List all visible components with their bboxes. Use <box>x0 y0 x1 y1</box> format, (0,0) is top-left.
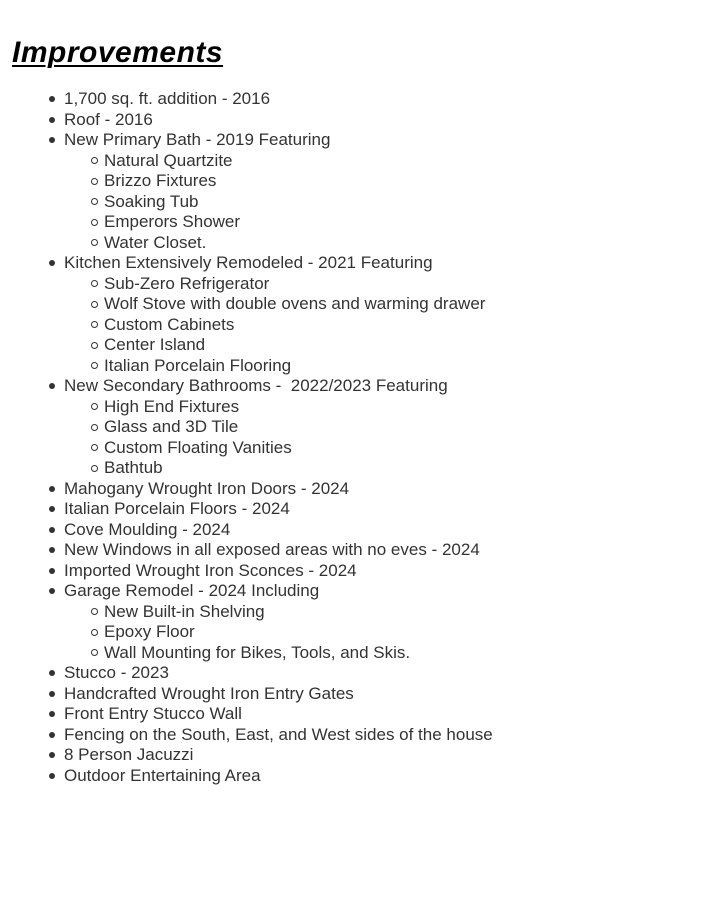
list-item <box>0 581 718 602</box>
sub-list-item <box>0 438 718 459</box>
list-item-text: New Secondary Bathrooms - 2022/2023 Featuring <box>64 376 448 395</box>
sub-list-item <box>0 643 718 664</box>
list-item-text: Roof - 2016 <box>64 109 153 129</box>
circle-bullet-icon <box>91 424 98 431</box>
list-item <box>0 479 718 500</box>
list-item <box>0 540 718 561</box>
list-item-text: Mahogany Wrought Iron Doors - 2024 <box>64 478 350 498</box>
bullet-icon <box>49 137 55 143</box>
sub-list-item-text: Glass and 3D Tile <box>104 417 239 436</box>
improvements-list <box>0 89 718 786</box>
sub-list-item-text: Wall Mounting for Bikes, Tools, and Skis. <box>104 642 411 662</box>
sub-list-item <box>0 294 718 315</box>
sub-list-item <box>0 151 718 172</box>
sub-list-item-text: Emperors Shower <box>104 212 241 231</box>
list-item-text: New Primary Bath - 2019 Featuring <box>64 130 331 149</box>
list-item-text: Garage Remodel - 2024 Including <box>64 581 320 600</box>
list-item <box>0 561 718 582</box>
circle-bullet-icon <box>91 219 98 226</box>
sub-list-item <box>0 335 718 356</box>
sub-list-item-text: Center Island <box>104 335 206 354</box>
circle-bullet-icon <box>91 465 98 472</box>
list-item <box>0 499 718 520</box>
list-item-text: Italian Porcelain Floors - 2024 <box>64 499 290 518</box>
circle-bullet-icon <box>91 301 98 308</box>
list-item <box>0 253 718 274</box>
bullet-icon <box>49 691 55 697</box>
circle-bullet-icon <box>91 629 98 636</box>
circle-bullet-icon <box>91 649 98 656</box>
bullet-icon <box>49 773 55 779</box>
bullet-icon <box>49 547 55 553</box>
bullet-icon <box>49 588 55 594</box>
sub-list-item <box>0 356 718 377</box>
sub-list-item-text: Soaking Tub <box>104 191 199 211</box>
sub-list-item-text: Water Closet. <box>104 232 207 252</box>
sub-list-item <box>0 602 718 623</box>
bullet-icon <box>49 527 55 533</box>
list-item <box>0 684 718 705</box>
sub-list-item-text: Wolf Stove with double ovens and warming drawer <box>104 294 486 313</box>
list-item-text: Imported Wrought Iron Sconces - 2024 <box>64 560 357 580</box>
sub-list-item <box>0 458 718 479</box>
circle-bullet-icon <box>91 403 98 410</box>
bullet-icon <box>49 117 55 123</box>
circle-bullet-icon <box>91 239 98 246</box>
sub-list-item-text: High End Fixtures <box>104 396 240 416</box>
sub-list-item <box>0 274 718 295</box>
sub-list-item-text: Custom Floating Vanities <box>104 437 292 457</box>
list-item <box>0 376 718 397</box>
list-item-text: 1,700 sq. ft. addition - 2016 <box>64 89 271 108</box>
sub-list-item <box>0 622 718 643</box>
circle-bullet-icon <box>91 321 98 328</box>
bullet-icon <box>49 96 55 102</box>
list-item <box>0 745 718 766</box>
bullet-icon <box>49 260 55 266</box>
list-item <box>0 130 718 151</box>
circle-bullet-icon <box>91 198 98 205</box>
list-item-text: New Windows in all exposed areas with no eves - 2024 <box>64 540 480 559</box>
sub-list-item <box>0 212 718 233</box>
sub-list-item-text: New Built-in Shelving <box>104 601 265 621</box>
sub-list-item-text: Brizzo Fixtures <box>104 171 217 190</box>
bullet-icon <box>49 383 55 389</box>
list-item-text: Handcrafted Wrought Iron Entry Gates <box>64 683 354 703</box>
list-item <box>0 520 718 541</box>
bullet-icon <box>49 752 55 758</box>
sub-list-item <box>0 417 718 438</box>
circle-bullet-icon <box>91 280 98 287</box>
sub-list-item <box>0 315 718 336</box>
list-item-text: Fencing on the South, East, and West sides of the house <box>64 724 493 744</box>
list-item-text: Front Entry Stucco Wall <box>64 704 242 723</box>
bullet-icon <box>49 486 55 492</box>
bullet-icon <box>49 670 55 676</box>
circle-bullet-icon <box>91 362 98 369</box>
list-item-text: Kitchen Extensively Remodeled - 2021 Featuring <box>64 253 433 272</box>
bullet-icon <box>49 506 55 512</box>
list-item-text: Stucco - 2023 <box>64 663 169 682</box>
sub-list-item <box>0 171 718 192</box>
sub-list-item-text: Sub-Zero Refrigerator <box>104 273 270 293</box>
sub-list-item-text: Custom Cabinets <box>104 314 235 334</box>
bullet-icon <box>49 711 55 717</box>
list-item <box>0 725 718 746</box>
list-item <box>0 766 718 787</box>
list-item <box>0 704 718 725</box>
sub-list-item-text: Natural Quartzite <box>104 150 233 170</box>
sub-list-item <box>0 397 718 418</box>
circle-bullet-icon <box>91 342 98 349</box>
page-title: Improvements <box>12 36 224 69</box>
sub-list-item-text: Italian Porcelain Flooring <box>104 355 292 375</box>
bullet-icon <box>49 568 55 574</box>
sub-list-item-text: Epoxy Floor <box>104 622 195 641</box>
list-item <box>0 663 718 684</box>
sub-list-item <box>0 233 718 254</box>
circle-bullet-icon <box>91 608 98 615</box>
list-item-text: Cove Moulding - 2024 <box>64 519 231 539</box>
list-item-text: 8 Person Jacuzzi <box>64 745 194 764</box>
circle-bullet-icon <box>91 178 98 185</box>
list-item <box>0 89 718 110</box>
circle-bullet-icon <box>91 444 98 451</box>
sub-list-item <box>0 192 718 213</box>
circle-bullet-icon <box>91 157 98 164</box>
list-item-text: Outdoor Entertaining Area <box>64 765 261 785</box>
list-item <box>0 110 718 131</box>
bullet-icon <box>49 732 55 738</box>
sub-list-item-text: Bathtub <box>104 458 163 477</box>
